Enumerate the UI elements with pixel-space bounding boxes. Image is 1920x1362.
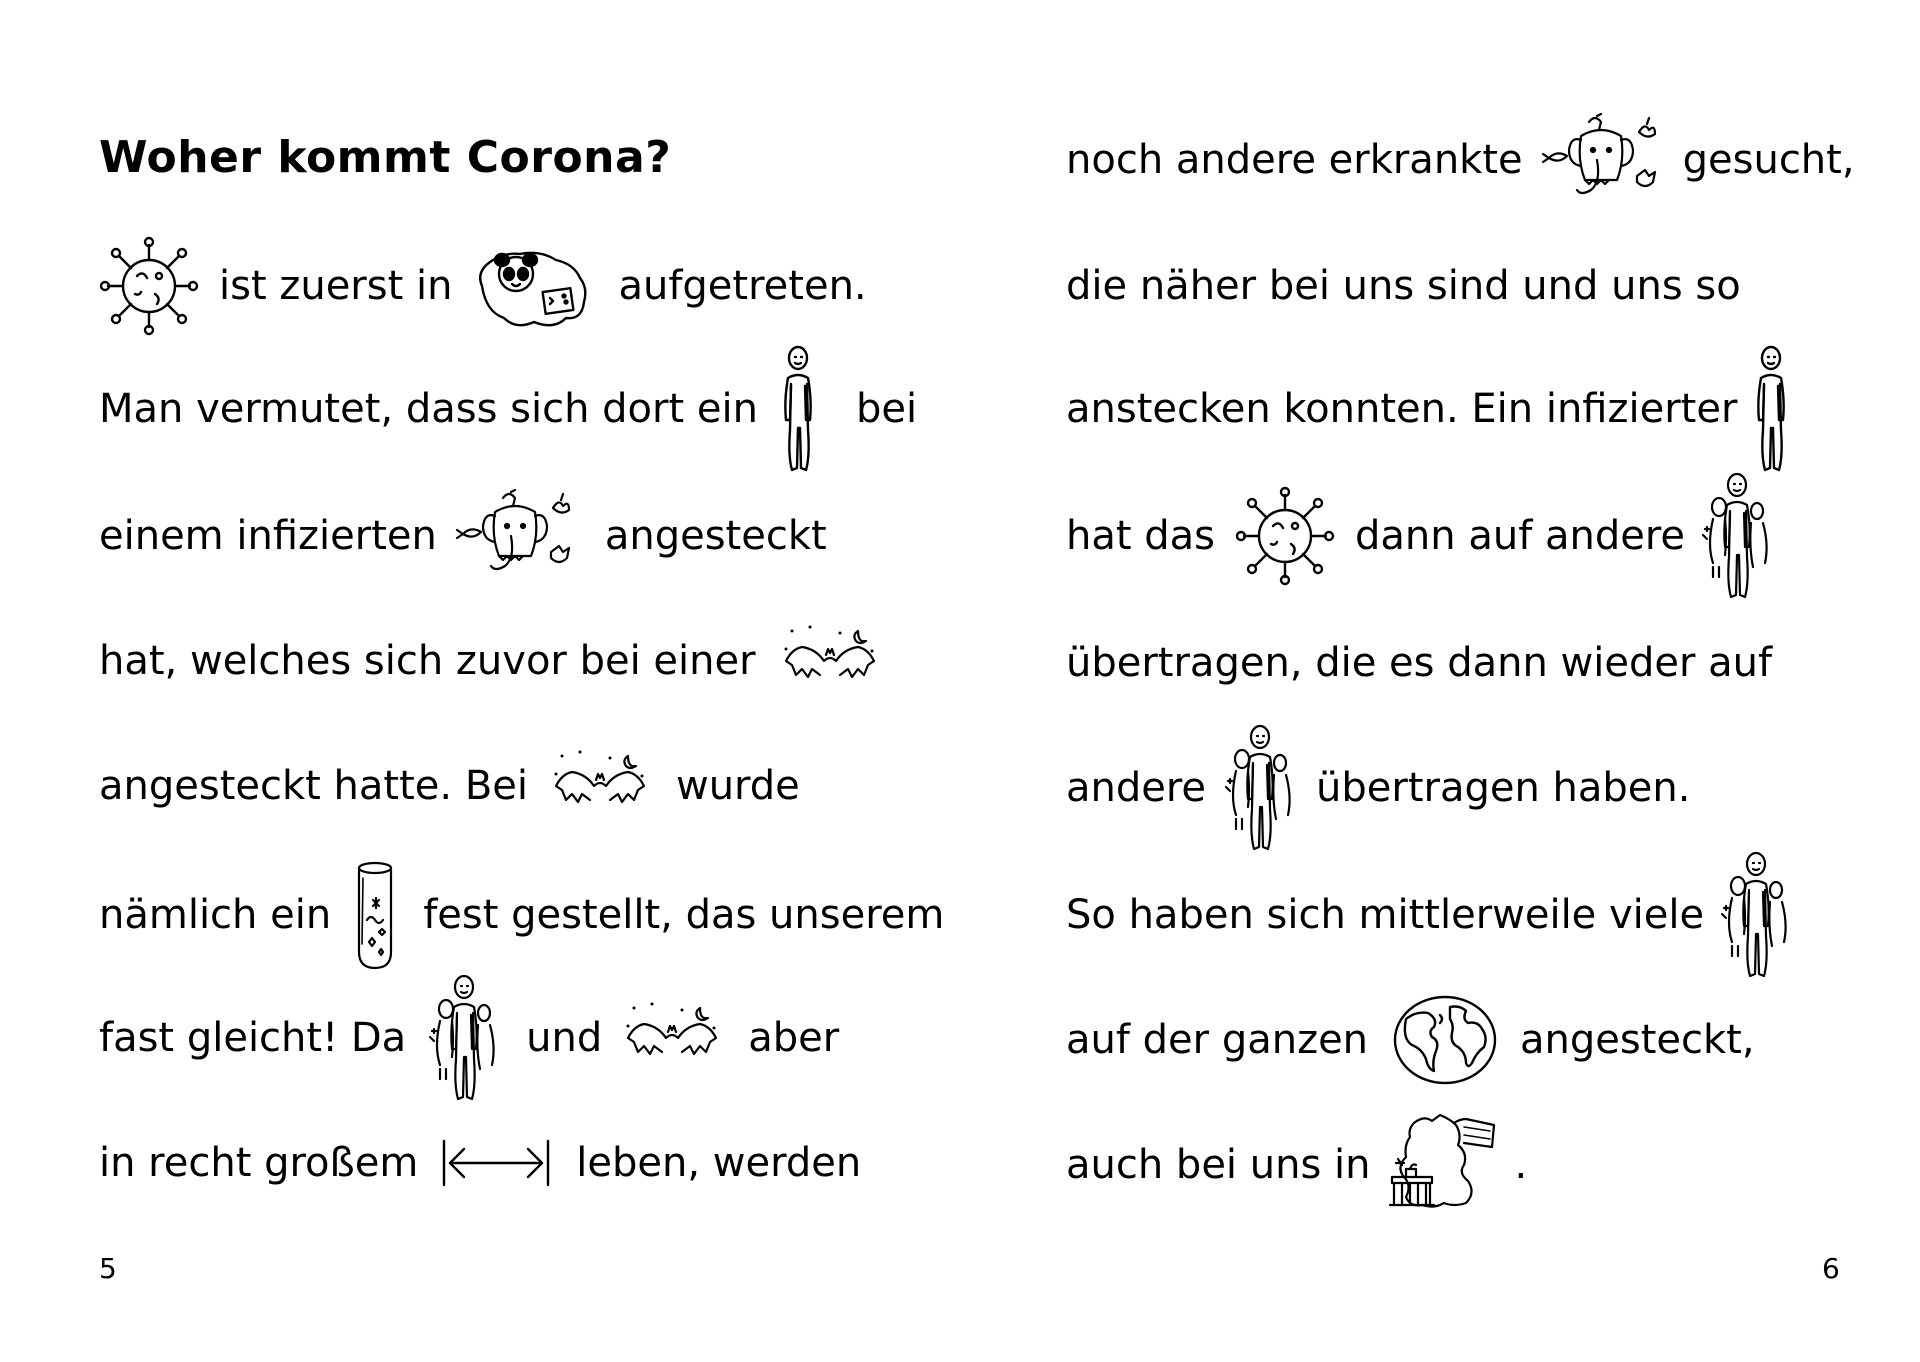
line-text: Man vermutet, dass sich dort ein bbox=[99, 386, 758, 432]
person-icon bbox=[780, 344, 816, 474]
animals-icon bbox=[455, 486, 577, 586]
line-text: in recht großem bbox=[99, 1140, 419, 1186]
text-line bbox=[99, 855, 944, 975]
line-text: aber bbox=[748, 1015, 840, 1061]
text-line bbox=[1066, 476, 1771, 596]
virus-icon bbox=[99, 236, 199, 336]
text-line bbox=[1066, 1105, 1527, 1225]
line-text: angesteckt bbox=[604, 513, 827, 559]
text-line bbox=[1066, 603, 1772, 723]
line-text: gesucht, bbox=[1682, 137, 1855, 183]
line-text: angesteckt hatte. Bei bbox=[99, 763, 528, 809]
people-group-icon bbox=[1699, 471, 1771, 601]
people-group-icon bbox=[426, 973, 498, 1103]
line-text: und bbox=[526, 1015, 603, 1061]
page-title: Woher kommt Corona? bbox=[99, 132, 672, 183]
line-text: noch andere erkrankte bbox=[1066, 137, 1523, 183]
text-line bbox=[99, 978, 839, 1098]
line-text: ist zuerst in bbox=[219, 263, 453, 309]
text-line bbox=[1066, 728, 1690, 848]
text-line bbox=[1066, 980, 1755, 1100]
line-text: angesteckt, bbox=[1520, 1017, 1755, 1063]
right-page bbox=[960, 0, 1920, 1362]
line-text: auch bei uns in bbox=[1066, 1142, 1371, 1188]
line-text: So haben sich mittlerweile viele bbox=[1066, 892, 1705, 938]
text-line bbox=[1066, 226, 1741, 346]
bat-icon bbox=[550, 746, 650, 826]
people-group-icon bbox=[1718, 850, 1790, 980]
people-group-icon bbox=[1222, 723, 1294, 853]
line-text: dann auf andere bbox=[1355, 513, 1686, 559]
line-text: anstecken konnten. Ein infizierter bbox=[1066, 386, 1738, 432]
text-line bbox=[99, 601, 880, 721]
line-text: nämlich ein bbox=[99, 892, 332, 938]
line-text: übertragen, die es dann wieder auf bbox=[1066, 640, 1773, 686]
line-text: fest gestellt, das unserem bbox=[423, 892, 945, 938]
line-text: einem infizierten bbox=[99, 513, 437, 559]
person-icon bbox=[1753, 344, 1789, 474]
distance-arrow-icon bbox=[440, 1135, 552, 1191]
line-text: übertragen haben. bbox=[1316, 765, 1691, 811]
virus-icon bbox=[1235, 486, 1335, 586]
animals-icon bbox=[1541, 110, 1663, 210]
line-text: andere bbox=[1066, 765, 1207, 811]
text-line bbox=[99, 476, 827, 596]
test-tube-icon bbox=[349, 860, 401, 970]
text-line bbox=[1066, 855, 1790, 975]
bat-icon bbox=[622, 998, 722, 1078]
line-text: . bbox=[1514, 1142, 1528, 1188]
line-text: wurde bbox=[675, 763, 800, 809]
panda-china-map-icon bbox=[470, 236, 600, 336]
page-number: 6 bbox=[1822, 1252, 1840, 1285]
text-line bbox=[99, 1103, 861, 1223]
text-line bbox=[1066, 100, 1855, 220]
line-text: hat das bbox=[1066, 513, 1216, 559]
page-number: 5 bbox=[99, 1252, 117, 1285]
text-line bbox=[99, 726, 800, 846]
germany-map-icon bbox=[1384, 1103, 1508, 1227]
line-text: auf der ganzen bbox=[1066, 1017, 1369, 1063]
globe-icon bbox=[1392, 993, 1498, 1087]
line-text: bei bbox=[855, 386, 918, 432]
line-text: aufgetreten. bbox=[618, 263, 867, 309]
bat-icon bbox=[780, 621, 880, 701]
text-line bbox=[1066, 349, 1789, 469]
line-text: fast gleicht! Da bbox=[99, 1015, 407, 1061]
line-text: hat, welches sich zuvor bei einer bbox=[99, 638, 756, 684]
line-text: die näher bei uns sind und uns so bbox=[1066, 263, 1741, 309]
text-line bbox=[99, 349, 917, 469]
line-text: leben, werden bbox=[576, 1140, 862, 1186]
text-line bbox=[99, 226, 867, 346]
